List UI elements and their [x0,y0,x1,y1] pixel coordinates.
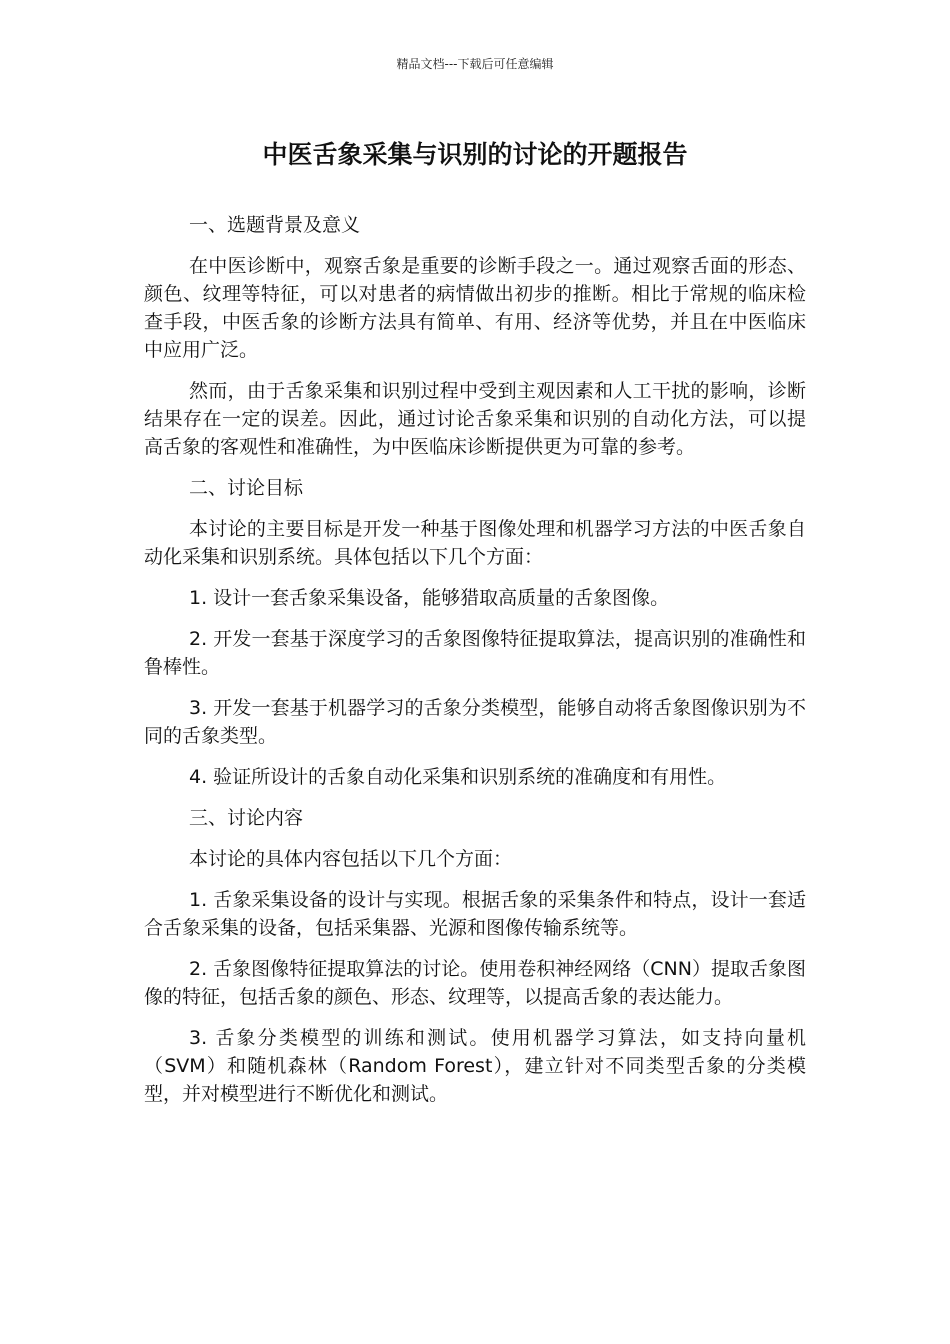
list-item: 2. 舌象图像特征提取算法的讨论。使用卷积神经网络（CNN）提取舌象图像的特征，包括舌象的颜色、形态、纹理等，以提高舌象的表达能力。 [144,958,806,1008]
list-item: 3. 开发一套基于机器学习的舌象分类模型，能够自动将舌象图像识别为不同的舌象类型。 [144,697,806,747]
list-item: 4. 验证所设计的舌象自动化采集和识别系统的准确度和有用性。 [189,766,727,788]
list-item: 3. 舌象分类模型的训练和测试。使用机器学习算法，如支持向量机（SVM）和随机森林（Random Forest），建立针对不同类型舌象的分类模型，并对模型进行不断优化和测试。 [144,1027,806,1105]
paragraph: 然而，由于舌象采集和识别过程中受到主观因素和人工干扰的影响，诊断结果存在一定的误差。因此，通过讨论舌象采集和识别的自动化方法，可以提高舌象的客观性和准确性，为中医临床诊断提供更为可靠的参考。 [144,380,806,458]
paragraph: 本讨论的具体内容包括以下几个方面： [189,848,513,870]
section-heading-background: 一、选题背景及意义 [189,214,361,236]
section-heading-goals: 二、讨论目标 [189,477,304,499]
list-item: 1. 舌象采集设备的设计与实现。根据舌象的采集条件和特点，设计一套适合舌象采集的设备，包括采集器、光源和图像传输系统等。 [144,889,806,939]
list-item: 1. 设计一套舌象采集设备，能够猎取高质量的舌象图像。 [189,587,670,609]
document-title: 中医舌象采集与识别的讨论的开题报告 [262,140,688,169]
page-header: 精品文档---下载后可任意编辑 [396,57,554,71]
list-item: 2. 开发一套基于深度学习的舌象图像特征提取算法，提高识别的准确性和鲁棒性。 [144,628,806,678]
paragraph: 在中医诊断中，观察舌象是重要的诊断手段之一。通过观察舌面的形态、颜色、纹理等特征，可以对患者的病情做出初步的推断。相比于常规的临床检查手段，中医舌象的诊断方法具有简单、有用、经济等优势，并且在中医临床中应用广泛。 [144,255,806,361]
section-heading-content: 三、讨论内容 [189,807,304,829]
document-body [144,211,806,1121]
paragraph: 本讨论的主要目标是开发一种基于图像处理和机器学习方法的中医舌象自动化采集和识别系统。具体包括以下几个方面： [144,518,806,568]
